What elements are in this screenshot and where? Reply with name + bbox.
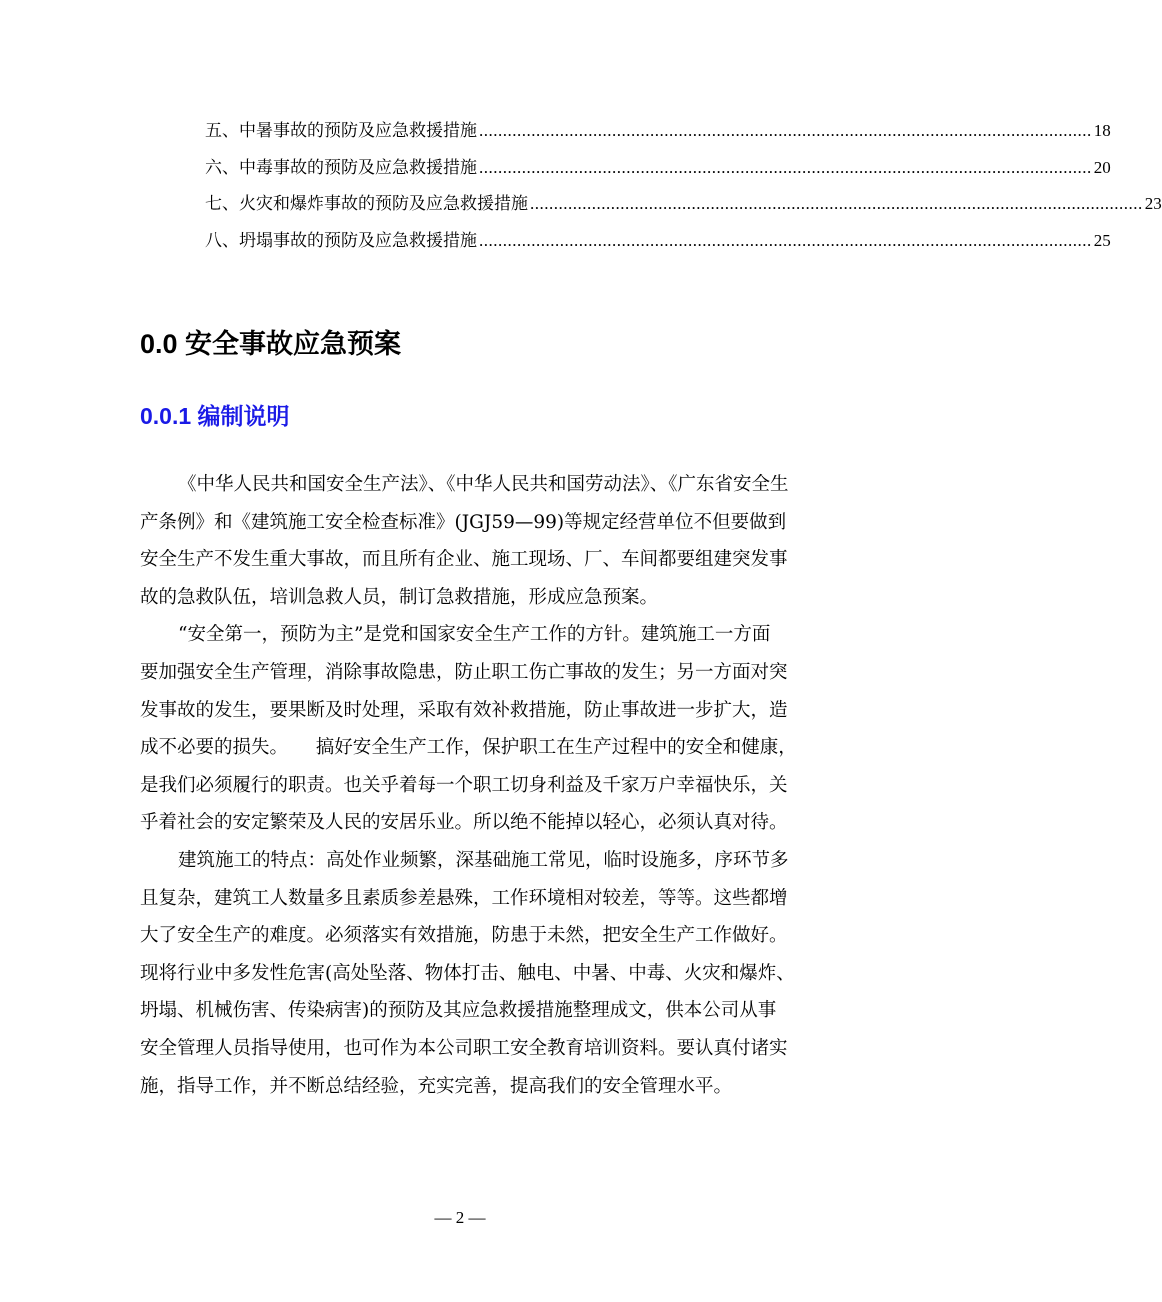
- toc-leader-dots: .................................................................................................................................: [530, 194, 1143, 213]
- toc-entry-title: 八、坍塌事故的预防及应急救援措施: [205, 230, 477, 251]
- body-line: 大了安全生产的难度。必须落实有效措施，防患于未然，把安全生产工作做好。: [140, 925, 788, 947]
- body-line: 安全管理人员指导使用，也可作为本公司职工安全教育培训资料。要认真付诸实: [140, 1037, 788, 1059]
- toc-leader-dots: .................................................................................................................................: [479, 121, 1092, 140]
- body-line: 《中华人民共和国安全生产法》、《中华人民共和国劳动法》、《广东省安全生: [178, 474, 789, 495]
- toc-entry-page: 23: [1144, 194, 1162, 213]
- toc-entry-page: 20: [1093, 157, 1111, 177]
- body-line: 乎着社会的安定繁荣及人民的安居乐业。所以绝不能掉以轻心，必须认真对待。: [140, 812, 788, 834]
- toc-entry-title: 五、中暑事故的预防及应急救援措施: [205, 121, 477, 141]
- body-line: 是我们必须履行的职责。也关乎着每一个职工切身利益及千家万户幸福快乐，关: [140, 774, 788, 796]
- toc-entry-title: 七、火灾和爆炸事故的预防及应急救援措施: [205, 194, 528, 214]
- page-number: — 2 —: [434, 1208, 486, 1227]
- section-heading: 0.0 安全事故应急预案: [140, 329, 402, 359]
- body-line: 成不必要的损失。 搞好安全生产工作，保护职工在生产过程中的安全和健康，: [140, 737, 797, 759]
- toc-entry-title: 六、中毒事故的预防及应急救援措施: [205, 157, 477, 178]
- toc-leader-dots: .................................................................................................................................: [479, 157, 1092, 177]
- toc-entry[interactable]: [205, 116, 1111, 153]
- table-of-contents: [205, 116, 1162, 262]
- subsection-heading: 0.0.1 编制说明: [140, 403, 290, 429]
- body-line: 建筑施工的特点：高处作业频繁，深基础施工常见，临时设施多，序环节多: [178, 849, 789, 871]
- toc-entry[interactable]: [205, 189, 1162, 226]
- body-line: 安全生产不发生重大事故，而且所有企业、施工现场、厂、车间都要组建突发事: [140, 549, 788, 571]
- body-line: 且复杂，建筑工人数量多且素质参差悬殊，工作环境相对较差，等等。这些都增: [140, 887, 788, 909]
- body-line: 要加强安全生产管理，消除事故隐患，防止职工伤亡事故的发生；另一方面对突: [140, 661, 788, 683]
- body-line: 产条例》和《建筑施工安全检查标准》(JGJ59—99)等规定经营单位不但要做到: [140, 511, 787, 533]
- body-text: [140, 466, 797, 1105]
- body-line: “安全第一，预防为主”是党和国家安全生产工作的方针。建筑施工一方面: [178, 624, 771, 646]
- toc-entry-page: 25: [1093, 230, 1111, 250]
- body-line: 故的急救队伍，培训急救人员，制订急救措施，形成应急预案。: [140, 586, 659, 608]
- body-line: 发事故的发生，要果断及时处理，采取有效补救措施，防止事故进一步扩大，造: [140, 699, 788, 721]
- body-line: 坍塌、机械伤害、传染病害)的预防及其应急救援措施整理成文，供本公司从事: [140, 1000, 777, 1022]
- body-line: 施，指导工作，并不断总结经验，充实完善，提高我们的安全管理水平。: [140, 1075, 733, 1097]
- toc-entry[interactable]: [205, 226, 1111, 263]
- body-line: 现将行业中多发性危害(高处坠落、物体打击、触电、中暑、中毒、火灾和爆炸、: [140, 962, 795, 984]
- toc-entry-page: 18: [1093, 121, 1111, 140]
- toc-leader-dots: .................................................................................................................................: [479, 230, 1092, 250]
- toc-entry[interactable]: [205, 153, 1111, 190]
